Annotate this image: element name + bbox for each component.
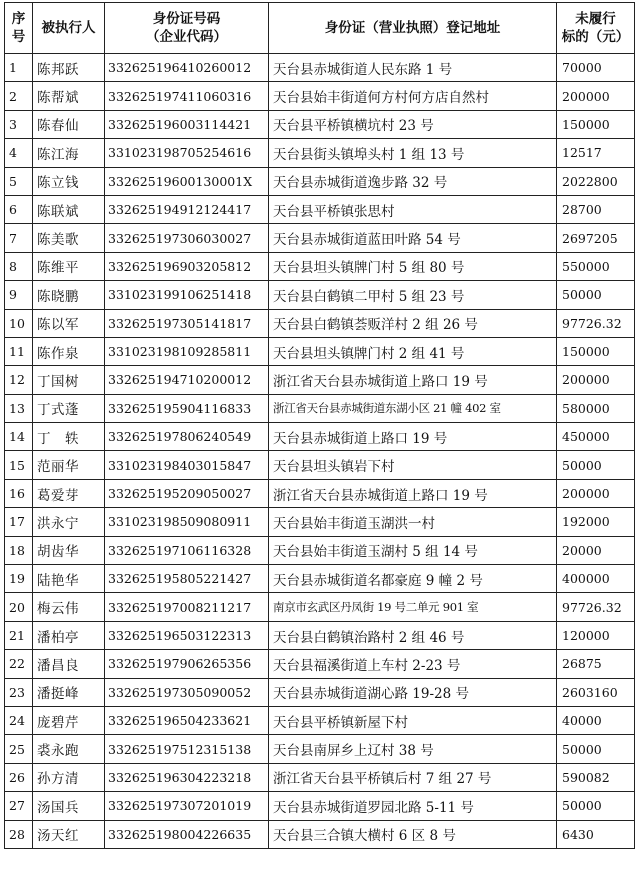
row-index: 18 xyxy=(5,536,33,564)
table-row xyxy=(5,139,635,167)
row-index: 21 xyxy=(5,621,33,649)
registered-address: 天台县坦头镇岩下村 xyxy=(269,451,557,479)
unpaid-amount: 50000 xyxy=(557,451,635,479)
row-index: 15 xyxy=(5,451,33,479)
unpaid-amount: 2697205 xyxy=(557,224,635,252)
id-number: 332625196410260012 xyxy=(105,54,269,82)
debtor-name: 裘永跑 xyxy=(33,735,105,763)
row-index: 11 xyxy=(5,337,33,365)
registered-address: 天台县福溪街道上车村 2-23 号 xyxy=(269,650,557,678)
debtor-name: 陈联斌 xyxy=(33,195,105,223)
debtor-name: 陈维平 xyxy=(33,252,105,280)
unpaid-amount: 50000 xyxy=(557,735,635,763)
id-number: 332625196304223218 xyxy=(105,763,269,791)
header-index: 序 号 xyxy=(5,3,33,54)
registered-address: 浙江省天台县赤城街道上路口 19 号 xyxy=(269,479,557,507)
debtor-name: 陈帮斌 xyxy=(33,82,105,110)
table-row xyxy=(5,110,635,138)
unpaid-amount: 70000 xyxy=(557,54,635,82)
id-number: 332625196503122313 xyxy=(105,621,269,649)
debtor-name: 陈春仙 xyxy=(33,110,105,138)
debtor-name: 陈立钱 xyxy=(33,167,105,195)
table-row xyxy=(5,394,635,422)
unpaid-amount: 200000 xyxy=(557,82,635,110)
debtor-name: 胡齿华 xyxy=(33,536,105,564)
unpaid-amount: 450000 xyxy=(557,423,635,451)
unpaid-amount: 50000 xyxy=(557,281,635,309)
unpaid-amount: 50000 xyxy=(557,792,635,820)
row-index: 14 xyxy=(5,423,33,451)
table-row xyxy=(5,252,635,280)
table-row xyxy=(5,763,635,791)
id-number: 332625197411060316 xyxy=(105,82,269,110)
debtor-name: 陈作泉 xyxy=(33,337,105,365)
table-row xyxy=(5,735,635,763)
table-row xyxy=(5,224,635,252)
id-number: 332625197106116328 xyxy=(105,536,269,564)
debtor-name: 陈邦跃 xyxy=(33,54,105,82)
table-row xyxy=(5,423,635,451)
row-index: 9 xyxy=(5,281,33,309)
debtor-name: 潘柏亭 xyxy=(33,621,105,649)
registered-address: 天台县始丰街道何方村何方店自然村 xyxy=(269,82,557,110)
id-number: 332625197305141817 xyxy=(105,309,269,337)
id-number: 33262519600130001X xyxy=(105,167,269,195)
judgment-debtor-list xyxy=(4,2,634,849)
debtor-name: 陆艳华 xyxy=(33,565,105,593)
registered-address: 南京市玄武区丹凤街 19 号二单元 901 室 xyxy=(269,593,557,621)
id-number: 332625196504233621 xyxy=(105,706,269,734)
registered-address: 天台县赤城街道罗园北路 5-11 号 xyxy=(269,792,557,820)
registered-address: 浙江省天台县赤城街道上路口 19 号 xyxy=(269,366,557,394)
header-amount: 未履行 标的（元） xyxy=(557,3,635,54)
id-number: 331023198403015847 xyxy=(105,451,269,479)
debtor-table xyxy=(4,2,635,849)
registered-address: 天台县赤城街道人民东路 1 号 xyxy=(269,54,557,82)
unpaid-amount: 12517 xyxy=(557,139,635,167)
row-index: 26 xyxy=(5,763,33,791)
debtor-name: 范丽华 xyxy=(33,451,105,479)
registered-address: 天台县赤城街道逸步路 32 号 xyxy=(269,167,557,195)
registered-address: 天台县赤城街道湖心路 19-28 号 xyxy=(269,678,557,706)
row-index: 28 xyxy=(5,820,33,848)
registered-address: 天台县平桥镇新屋下村 xyxy=(269,706,557,734)
id-number: 332625197307201019 xyxy=(105,792,269,820)
registered-address: 天台县赤城街道上路口 19 号 xyxy=(269,423,557,451)
debtor-name: 丁式蓬 xyxy=(33,394,105,422)
debtor-name: 梅云伟 xyxy=(33,593,105,621)
row-index: 17 xyxy=(5,508,33,536)
id-number: 331023199106251418 xyxy=(105,281,269,309)
table-row xyxy=(5,820,635,848)
table-row xyxy=(5,593,635,621)
row-index: 27 xyxy=(5,792,33,820)
registered-address: 天台县白鹤镇荟贩洋村 2 组 26 号 xyxy=(269,309,557,337)
row-index: 6 xyxy=(5,195,33,223)
row-index: 25 xyxy=(5,735,33,763)
unpaid-amount: 2603160 xyxy=(557,678,635,706)
table-row xyxy=(5,451,635,479)
table-row xyxy=(5,650,635,678)
debtor-name: 丁国树 xyxy=(33,366,105,394)
row-index: 20 xyxy=(5,593,33,621)
debtor-name: 陈以军 xyxy=(33,309,105,337)
id-number: 332625197806240549 xyxy=(105,423,269,451)
row-index: 16 xyxy=(5,479,33,507)
table-row xyxy=(5,167,635,195)
unpaid-amount: 20000 xyxy=(557,536,635,564)
registered-address: 天台县赤城街道名都豪庭 9 幢 2 号 xyxy=(269,565,557,593)
id-number: 332625197906265356 xyxy=(105,650,269,678)
table-row xyxy=(5,82,635,110)
id-number: 331023198509080911 xyxy=(105,508,269,536)
id-number: 332625197306030027 xyxy=(105,224,269,252)
table-row xyxy=(5,195,635,223)
unpaid-amount: 150000 xyxy=(557,110,635,138)
debtor-name: 葛爱芽 xyxy=(33,479,105,507)
table-row xyxy=(5,678,635,706)
table-row xyxy=(5,565,635,593)
registered-address: 天台县南屏乡上辽村 38 号 xyxy=(269,735,557,763)
registered-address: 天台县白鹤镇治路村 2 组 46 号 xyxy=(269,621,557,649)
registered-address: 天台县坦头镇牌门村 5 组 80 号 xyxy=(269,252,557,280)
id-number: 332625197008211217 xyxy=(105,593,269,621)
registered-address: 天台县街头镇埠头村 1 组 13 号 xyxy=(269,139,557,167)
table-row xyxy=(5,479,635,507)
header-address: 身份证（营业执照）登记地址 xyxy=(269,3,557,54)
registered-address: 天台县平桥镇张思村 xyxy=(269,195,557,223)
debtor-name: 陈晓鹏 xyxy=(33,281,105,309)
id-number: 332625195805221427 xyxy=(105,565,269,593)
registered-address: 天台县始丰街道玉湖洪一村 xyxy=(269,508,557,536)
unpaid-amount: 150000 xyxy=(557,337,635,365)
table-header-row xyxy=(5,3,635,54)
table-row xyxy=(5,309,635,337)
unpaid-amount: 580000 xyxy=(557,394,635,422)
table-row xyxy=(5,281,635,309)
unpaid-amount: 6430 xyxy=(557,820,635,848)
table-row xyxy=(5,54,635,82)
debtor-name: 洪永宁 xyxy=(33,508,105,536)
table-body xyxy=(5,54,635,849)
row-index: 22 xyxy=(5,650,33,678)
unpaid-amount: 200000 xyxy=(557,479,635,507)
id-number: 331023198109285811 xyxy=(105,337,269,365)
debtor-name: 汤国兵 xyxy=(33,792,105,820)
unpaid-amount: 97726.32 xyxy=(557,309,635,337)
unpaid-amount: 28700 xyxy=(557,195,635,223)
registered-address: 天台县三合镇大横村 6 区 8 号 xyxy=(269,820,557,848)
unpaid-amount: 590082 xyxy=(557,763,635,791)
registered-address: 天台县赤城街道蓝田叶路 54 号 xyxy=(269,224,557,252)
id-number: 332625198004226635 xyxy=(105,820,269,848)
row-index: 13 xyxy=(5,394,33,422)
debtor-name: 汤天红 xyxy=(33,820,105,848)
id-number: 332625197512315138 xyxy=(105,735,269,763)
registered-address: 浙江省天台县赤城街道东湖小区 21 幢 402 室 xyxy=(269,394,557,422)
row-index: 7 xyxy=(5,224,33,252)
table-row xyxy=(5,337,635,365)
row-index: 1 xyxy=(5,54,33,82)
unpaid-amount: 200000 xyxy=(557,366,635,394)
row-index: 10 xyxy=(5,309,33,337)
debtor-name: 陈美歌 xyxy=(33,224,105,252)
table-row xyxy=(5,706,635,734)
id-number: 332625194912124417 xyxy=(105,195,269,223)
id-number: 331023198705254616 xyxy=(105,139,269,167)
row-index: 2 xyxy=(5,82,33,110)
unpaid-amount: 26875 xyxy=(557,650,635,678)
unpaid-amount: 40000 xyxy=(557,706,635,734)
row-index: 4 xyxy=(5,139,33,167)
registered-address: 天台县白鹤镇二甲村 5 组 23 号 xyxy=(269,281,557,309)
registered-address: 天台县坦头镇牌门村 2 组 41 号 xyxy=(269,337,557,365)
id-number: 332625196903205812 xyxy=(105,252,269,280)
unpaid-amount: 192000 xyxy=(557,508,635,536)
table-row xyxy=(5,508,635,536)
row-index: 5 xyxy=(5,167,33,195)
row-index: 23 xyxy=(5,678,33,706)
debtor-name: 孙方清 xyxy=(33,763,105,791)
row-index: 8 xyxy=(5,252,33,280)
table-row xyxy=(5,366,635,394)
unpaid-amount: 400000 xyxy=(557,565,635,593)
id-number: 332625195209050027 xyxy=(105,479,269,507)
debtor-name: 丁 轶 xyxy=(33,423,105,451)
debtor-name: 庞碧芹 xyxy=(33,706,105,734)
id-number: 332625196003114421 xyxy=(105,110,269,138)
debtor-name: 潘挺峰 xyxy=(33,678,105,706)
table-row xyxy=(5,621,635,649)
debtor-name: 潘昌良 xyxy=(33,650,105,678)
header-id-number: 身份证号码 （企业代码） xyxy=(105,3,269,54)
row-index: 3 xyxy=(5,110,33,138)
unpaid-amount: 550000 xyxy=(557,252,635,280)
id-number: 332625194710200012 xyxy=(105,366,269,394)
id-number: 332625197305090052 xyxy=(105,678,269,706)
row-index: 19 xyxy=(5,565,33,593)
registered-address: 天台县平桥镇横坑村 23 号 xyxy=(269,110,557,138)
debtor-name: 陈江海 xyxy=(33,139,105,167)
unpaid-amount: 2022800 xyxy=(557,167,635,195)
table-row xyxy=(5,536,635,564)
row-index: 24 xyxy=(5,706,33,734)
unpaid-amount: 97726.32 xyxy=(557,593,635,621)
id-number: 332625195904116833 xyxy=(105,394,269,422)
row-index: 12 xyxy=(5,366,33,394)
registered-address: 天台县始丰街道玉湖村 5 组 14 号 xyxy=(269,536,557,564)
table-row xyxy=(5,792,635,820)
registered-address: 浙江省天台县平桥镇后村 7 组 27 号 xyxy=(269,763,557,791)
header-name: 被执行人 xyxy=(33,3,105,54)
unpaid-amount: 120000 xyxy=(557,621,635,649)
